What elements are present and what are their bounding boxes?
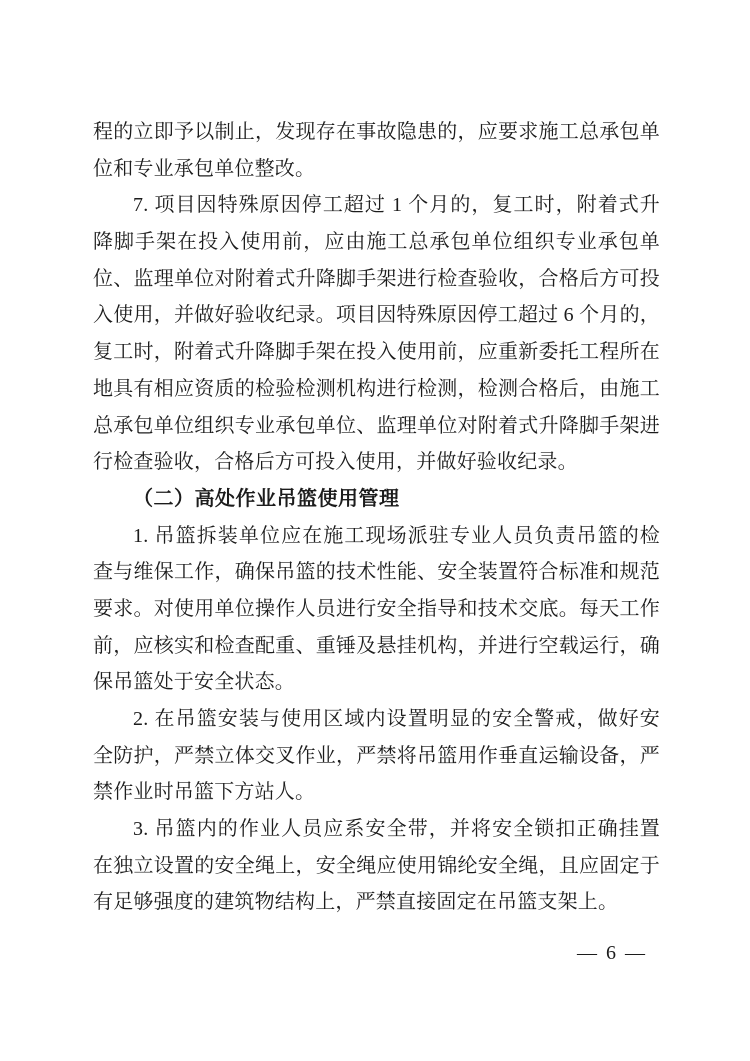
text-line: 查与维保工作，确保吊篮的技术性能、安全装置符合标准和规范 [93,561,660,584]
text-line: 总承包单位组织专业承包单位、监理单位对附着式升降脚手架进 [93,414,660,437]
text-line: 要求。对使用单位操作人员进行安全指导和技术交底。每天工作 [93,597,660,620]
text-line: 2. 在吊篮安装与使用区域内设置明显的安全警戒，做好安 [133,708,660,730]
text-line: 位、监理单位对附着式升降脚手架进行检查验收，合格后方可投 [93,267,660,290]
text-line: 3. 吊篮内的作业人员应系安全带，并将安全锁扣正确挂置 [133,818,660,841]
text-line: 7. 项目因特殊原因停工超过 1 个月的，复工时，附着式升 [133,194,660,217]
text-line: 前，应核实和检查配重、重锤及悬挂机构，并进行空载运行，确 [93,634,660,657]
text-line: 程的立即予以制止，发现存在事故隐患的，应要求施工总承包单 [93,121,660,143]
text-line: 位和专业承包单位整改。 [93,157,316,180]
text-line: 行检查验收，合格后方可投入使用，并做好验收纪录。 [93,451,578,474]
page-number: — 6 — [577,942,647,964]
text-line: 在独立设置的安全绳上，安全绳应使用锦纶安全绳，且应固定于 [93,854,660,877]
document-body [93,114,660,921]
text-line: 全防护，严禁立体交叉作业，严禁将吊篮用作垂直运输设备，严 [93,744,660,767]
text-line: 1. 吊篮拆装单位应在施工现场派驻专业人员负责吊篮的检 [133,524,660,547]
text-line: 保吊篮处于安全状态。 [93,671,295,694]
text-line: 降脚手架在投入使用前，应由施工总承包单位组织专业承包单 [93,231,660,254]
text-line: 有足够强度的建筑物结构上，严禁直接固定在吊篮支架上。 [93,891,619,914]
text-line: 入使用，并做好验收纪录。项目因特殊原因停工超过 6 个月的， [93,304,660,327]
text-line: 地具有相应资质的检验检测机构进行检测，检测合格后，由施工 [93,377,660,400]
text-line: 禁作业时吊篮下方站人。 [93,781,316,804]
section-heading: （二）高处作业吊篮使用管理 [133,487,400,510]
text-line: 复工时，附着式升降脚手架在投入使用前，应重新委托工程所在 [93,341,660,364]
